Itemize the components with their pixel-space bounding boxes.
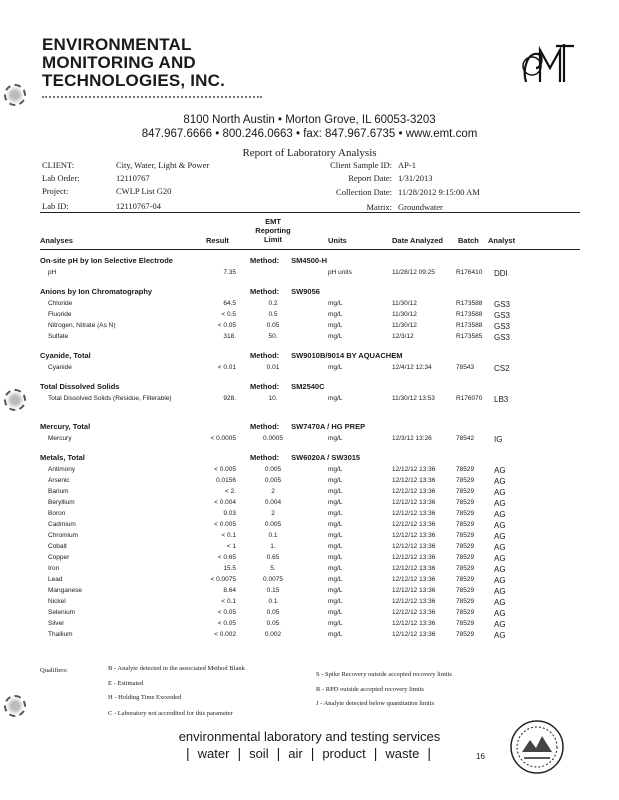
cell-date-analyzed: 12/12/12 13:36	[392, 488, 436, 495]
client-sample-label: Client Sample ID:	[330, 160, 392, 170]
cell-batch: 78529	[456, 477, 475, 484]
cell-batch: 78543	[456, 364, 475, 371]
method-label: Method:	[250, 256, 280, 265]
cell-analyst: AG	[494, 510, 506, 519]
cell-batch: 78542	[456, 435, 475, 442]
cell-units: mg/L	[328, 488, 343, 495]
method-label: Method:	[250, 351, 280, 360]
cell-analyst: CS2	[494, 364, 510, 373]
cell-batch: R173588	[456, 311, 483, 318]
section-method	[250, 351, 402, 360]
cell-result: 0.0156	[216, 477, 236, 484]
cell-batch: 78529	[456, 609, 475, 616]
company-name-line3: TECHNOLOGIES, INC.	[42, 71, 226, 90]
cell-result: 64.5	[223, 300, 236, 307]
cell-reporting-limit: 50.	[268, 333, 278, 340]
table-row	[0, 609, 619, 619]
cell-reporting-limit: 1.	[270, 543, 276, 550]
cell-result: < 0.005	[214, 466, 236, 473]
cell-date-analyzed: 12/3/12 13:26	[392, 435, 432, 442]
cell-analyst: AG	[494, 554, 506, 563]
cell-units: mg/L	[328, 587, 343, 594]
collection-date-value: 11/28/2012 9:15:00 AM	[398, 187, 480, 197]
cell-analyte: Fluoride	[48, 311, 72, 318]
section-method	[250, 287, 320, 296]
cell-date-analyzed: 11/30/12 13:53	[392, 395, 435, 402]
cell-batch: 78529	[456, 532, 475, 539]
cell-analyte: Manganese	[48, 587, 82, 594]
cell-analyte: Arsenic	[48, 477, 70, 484]
cell-batch: R176070	[456, 395, 483, 402]
cell-date-analyzed: 12/3/12	[392, 333, 414, 340]
cell-date-analyzed: 12/12/12 13:36	[392, 499, 436, 506]
cell-date-analyzed: 12/12/12 13:36	[392, 587, 436, 594]
report-date-label: Report Date:	[348, 173, 392, 183]
cell-result: < 0.05	[217, 609, 236, 616]
cell-batch: 78529	[456, 488, 475, 495]
cell-units: mg/L	[328, 510, 343, 517]
footer-separator: |	[186, 745, 190, 761]
cell-batch: 78529	[456, 576, 475, 583]
col-rl-line1: EMT	[265, 217, 281, 226]
cell-analyst: AG	[494, 543, 506, 552]
qualifiers-label: Qualifiers:	[40, 667, 68, 674]
cell-batch: 78529	[456, 554, 475, 561]
footer-word: water	[197, 746, 230, 761]
method-value: SM4500-H	[291, 256, 328, 265]
company-address: 8100 North Austin • Morton Grove, IL 60053-3203	[183, 114, 436, 126]
project-label: Project:	[42, 186, 69, 196]
cell-date-analyzed: 12/4/12 12:34	[392, 364, 432, 371]
cell-units: mg/L	[328, 532, 343, 539]
table-row	[0, 576, 619, 586]
cell-analyte: Sulfate	[48, 333, 69, 340]
client-label: CLIENT:	[42, 160, 75, 170]
cell-analyte: Selenium	[48, 609, 76, 616]
cell-analyte: Nitrogen, Nitrate (As N)	[48, 322, 116, 329]
cell-result: < 0.1	[221, 532, 236, 539]
cell-reporting-limit: 0.15	[266, 587, 280, 594]
cell-result: < 0.05	[217, 322, 236, 329]
table-row	[0, 587, 619, 597]
cell-result: 9.03	[223, 510, 236, 517]
company-name-line2: MONITORING AND	[42, 53, 196, 72]
cell-reporting-limit: 0.5	[268, 311, 278, 318]
cell-analyte: Iron	[48, 565, 60, 572]
table-row	[0, 510, 619, 520]
table-row	[0, 300, 619, 310]
cell-batch: R173588	[456, 322, 483, 329]
cell-batch: 78529	[456, 521, 475, 528]
cell-units: mg/L	[328, 499, 343, 506]
cell-batch: 78529	[456, 565, 475, 572]
cell-batch: 78529	[456, 543, 475, 550]
cell-analyte: Boron	[48, 510, 66, 517]
col-rl-line2: Reporting	[255, 226, 291, 235]
cell-analyte: Chromium	[48, 532, 78, 539]
cell-reporting-limit: 0.05	[266, 322, 280, 329]
method-label: Method:	[250, 453, 280, 462]
column-divider	[40, 249, 580, 250]
cell-analyte: Copper	[48, 554, 70, 561]
cell-result: < 0.1	[221, 598, 236, 605]
cell-result: < 0.002	[214, 631, 236, 638]
cell-date-analyzed: 12/12/12 13:36	[392, 532, 436, 539]
table-row	[0, 543, 619, 553]
cell-date-analyzed: 12/12/12 13:36	[392, 631, 436, 638]
cell-analyte: Silver	[48, 620, 65, 627]
cell-analyst: IG	[494, 435, 503, 444]
emt-logo-icon	[520, 38, 576, 88]
cell-result: 15.5	[223, 565, 236, 572]
cell-date-analyzed: 11/28/12 09:25	[392, 269, 435, 276]
cell-analyte: Lead	[48, 576, 63, 583]
cell-result: < 0.05	[217, 620, 236, 627]
cell-analyte: Thallium	[48, 631, 73, 638]
cell-units: mg/L	[328, 311, 343, 318]
cell-reporting-limit: 0.05	[266, 609, 280, 616]
collection-date-label: Collection Date:	[336, 187, 392, 197]
table-row	[0, 565, 619, 575]
table-row	[0, 488, 619, 498]
table-row	[0, 598, 619, 608]
cell-analyst: GS3	[494, 322, 511, 331]
cell-batch: R173585	[456, 333, 483, 340]
report-title: Report of Laboratory Analysis	[242, 147, 377, 159]
cell-analyst: AG	[494, 609, 506, 618]
cell-result: < 0.5	[221, 311, 236, 318]
footer-services	[178, 745, 439, 761]
cell-batch: R173588	[456, 300, 483, 307]
section-heading: Anions by Ion Chromatography	[40, 287, 153, 296]
cell-units: mg/L	[328, 631, 343, 638]
section-heading: Cyanide, Total	[40, 351, 91, 360]
section-method	[250, 422, 365, 431]
col-analyses: Analyses	[40, 236, 73, 245]
cell-reporting-limit: 0.005	[264, 477, 282, 484]
cell-date-analyzed: 12/12/12 13:36	[392, 510, 436, 517]
cell-result: 928.	[223, 395, 236, 402]
cell-units: mg/L	[328, 521, 343, 528]
method-value: SM2540C	[291, 382, 325, 391]
cell-date-analyzed: 12/12/12 13:36	[392, 543, 436, 550]
cell-analyte: Cobalt	[48, 543, 67, 550]
cell-reporting-limit: 0.1	[268, 598, 278, 605]
footer-separator: |	[373, 745, 378, 761]
table-row	[0, 521, 619, 531]
cell-result: 8.64	[223, 587, 236, 594]
cell-result: < 1	[226, 543, 236, 550]
cell-batch: 78529	[456, 598, 475, 605]
cell-units: mg/L	[328, 322, 343, 329]
qualifier-s: S - Spike Recovery outside accepted recovery limits	[316, 671, 452, 678]
cell-date-analyzed: 11/30/12	[392, 311, 417, 318]
cell-reporting-limit: 0.1	[268, 532, 278, 539]
section-method	[250, 453, 360, 462]
cell-result: < 2.	[224, 488, 236, 495]
company-contact: 847.967.6666 • 800.246.0663 • fax: 847.967.6735 • www.emt.com	[141, 128, 478, 140]
footer-separator: |	[276, 745, 281, 761]
table-row	[0, 364, 619, 374]
cell-result: < 0.005	[214, 521, 236, 528]
cell-analyst: DDI	[494, 269, 508, 278]
cell-analyte: pH	[48, 269, 57, 276]
cell-units: mg/L	[328, 620, 343, 627]
cell-result: < 0.0005	[210, 435, 236, 442]
company-name-line1: ENVIRONMENTAL	[42, 35, 192, 54]
cell-result: 7.35	[223, 269, 236, 276]
project-value: CWLP List G20	[116, 186, 172, 196]
cell-date-analyzed: 12/12/12 13:36	[392, 620, 436, 627]
cell-analyst: AG	[494, 565, 506, 574]
cell-analyst: AG	[494, 576, 506, 585]
cell-reporting-limit: 0.05	[266, 620, 280, 627]
col-analyst: Analyst	[488, 236, 516, 245]
cell-result: < 0.0075	[210, 576, 236, 583]
col-rl-line3: Limit	[264, 235, 282, 244]
footer-word: waste	[385, 746, 420, 761]
lab-order-value: 12110767	[116, 173, 150, 183]
section-heading: Metals, Total	[40, 453, 85, 462]
cell-batch: 78529	[456, 499, 475, 506]
cell-units: mg/L	[328, 576, 343, 583]
company-name	[42, 36, 225, 90]
cell-analyst: AG	[494, 631, 506, 640]
table-row	[0, 532, 619, 542]
cell-date-analyzed: 12/12/12 13:36	[392, 477, 436, 484]
cell-units: mg/L	[328, 435, 343, 442]
method-value: SW7470A / HG PREP	[291, 422, 366, 431]
cell-reporting-limit: 2	[271, 488, 275, 495]
section-heading: Mercury, Total	[40, 422, 91, 431]
matrix-label: Matrix:	[366, 202, 392, 212]
cell-analyte: Cadmium	[48, 521, 76, 528]
cell-units: pH units	[328, 269, 352, 276]
cell-analyst: AG	[494, 532, 506, 541]
cell-reporting-limit: 2	[271, 510, 275, 517]
table-row	[0, 322, 619, 332]
cell-reporting-limit: 0.002	[264, 631, 282, 638]
cell-result: < 0.65	[217, 554, 236, 561]
cell-batch: 78529	[456, 587, 475, 594]
cell-date-analyzed: 11/30/12	[392, 322, 417, 329]
cell-units: mg/L	[328, 554, 343, 561]
cell-analyst: AG	[494, 521, 506, 530]
cell-date-analyzed: 12/12/12 13:36	[392, 576, 436, 583]
method-value: SW9010B/9014 BY AQUACHEM	[291, 351, 403, 360]
method-label: Method:	[250, 287, 280, 296]
cell-analyst: AG	[494, 499, 506, 508]
cell-units: mg/L	[328, 300, 343, 307]
cell-reporting-limit: 0.0075	[263, 576, 283, 583]
cell-batch: R176410	[456, 269, 483, 276]
report-date-value: 1/31/2013	[398, 173, 433, 183]
cell-result: 318.	[223, 333, 236, 340]
table-row	[0, 269, 619, 279]
lab-order-label: Lab Order:	[42, 173, 80, 183]
footer-tagline: environmental laboratory and testing services	[178, 729, 441, 744]
table-row	[0, 477, 619, 487]
cell-date-analyzed: 11/30/12	[392, 300, 417, 307]
footer-word: product	[322, 746, 366, 761]
header-divider	[40, 212, 580, 213]
cell-units: mg/L	[328, 395, 343, 402]
cell-analyte: Beryllium	[48, 499, 75, 506]
cell-analyst: LB3	[494, 395, 509, 404]
table-row	[0, 333, 619, 343]
cell-units: mg/L	[328, 609, 343, 616]
cell-analyst: GS3	[494, 333, 511, 342]
qualifier-e: E - Estimated	[108, 680, 144, 687]
punch-hole-top	[4, 84, 26, 106]
qualifier-j: J - Analyte detected below quantitation limits	[316, 700, 435, 707]
qualifier-r: R - RPD outside accepted recovery limits	[316, 686, 424, 693]
footer-separator: |	[427, 745, 431, 761]
footer-separator: |	[237, 745, 242, 761]
footer-separator: |	[310, 745, 315, 761]
table-row	[0, 554, 619, 564]
cell-units: mg/L	[328, 543, 343, 550]
cell-analyst: AG	[494, 488, 506, 497]
cell-units: mg/L	[328, 477, 343, 484]
col-date-analyzed: Date Analyzed	[392, 236, 443, 245]
cell-batch: 78529	[456, 620, 475, 627]
col-result: Result	[206, 236, 229, 245]
cell-analyte: Total Dissolved Solids (Residue, Filterable)	[48, 395, 172, 402]
cell-result: < 0.01	[217, 364, 236, 371]
table-row	[0, 631, 619, 641]
cell-result: < 0.004	[214, 499, 236, 506]
cell-reporting-limit: 0.004	[264, 499, 282, 506]
cell-analyst: AG	[494, 466, 506, 475]
section-heading: Total Dissolved Solids	[40, 382, 120, 391]
page-number: 16	[476, 752, 485, 761]
cell-date-analyzed: 12/12/12 13:36	[392, 609, 436, 616]
cell-reporting-limit: 0.005	[264, 521, 282, 528]
matrix-value: Groundwater	[398, 202, 443, 212]
table-row	[0, 499, 619, 509]
qualifier-c: C - Laboratory not accredited for this parameter	[108, 710, 233, 717]
cell-date-analyzed: 12/12/12 13:36	[392, 554, 436, 561]
cell-reporting-limit: 0.005	[264, 466, 282, 473]
footer-word: air	[288, 746, 303, 761]
table-row	[0, 435, 619, 445]
cell-reporting-limit: 10.	[268, 395, 278, 402]
tagline-rule	[42, 96, 262, 98]
qualifier-h: H - Holding Time Exceeded	[108, 694, 182, 701]
cell-units: mg/L	[328, 598, 343, 605]
cell-date-analyzed: 12/12/12 13:36	[392, 521, 436, 528]
footer-word: soil	[249, 746, 269, 761]
cell-reporting-limit: 0.0005	[263, 435, 283, 442]
client-value: City, Water, Light & Power	[116, 160, 210, 170]
table-row	[0, 311, 619, 321]
client-sample-value: AP-1	[398, 160, 416, 170]
table-row	[0, 466, 619, 476]
cell-analyte: Antimony	[48, 466, 76, 473]
cell-analyst: AG	[494, 587, 506, 596]
lab-id-label: Lab ID:	[42, 201, 69, 211]
col-units: Units	[328, 236, 347, 245]
qualifier-b: B - Analyte detected in the associated Method Blank	[108, 665, 245, 672]
cell-reporting-limit: 5.	[270, 565, 276, 572]
cell-analyte: Cyanide	[48, 364, 72, 371]
cell-reporting-limit: 0.01	[266, 364, 280, 371]
cell-units: mg/L	[328, 333, 343, 340]
cell-batch: 78529	[456, 466, 475, 473]
method-value: SW6020A / SW3015	[291, 453, 361, 462]
cell-date-analyzed: 12/12/12 13:36	[392, 598, 436, 605]
cell-date-analyzed: 12/12/12 13:36	[392, 466, 436, 473]
cell-analyst: GS3	[494, 300, 511, 309]
cell-date-analyzed: 12/12/12 13:36	[392, 565, 436, 572]
cell-reporting-limit: 0.2	[268, 300, 278, 307]
method-label: Method:	[250, 382, 280, 391]
cell-analyte: Barium	[48, 488, 69, 495]
cell-analyst: AG	[494, 620, 506, 629]
method-value: SW9056	[291, 287, 320, 296]
col-reporting-limit	[248, 217, 298, 244]
cell-units: mg/L	[328, 364, 343, 371]
col-batch: Batch	[458, 236, 479, 245]
lab-id-value: 12110767-04	[116, 201, 162, 211]
cell-reporting-limit: 0.65	[266, 554, 280, 561]
section-heading: On-site pH by Ion Selective Electrode	[40, 256, 173, 265]
cell-batch: 78529	[456, 510, 475, 517]
cell-analyst: AG	[494, 477, 506, 486]
section-method	[250, 382, 325, 391]
section-method	[250, 256, 327, 265]
cell-units: mg/L	[328, 466, 343, 473]
punch-hole-bottom	[4, 695, 26, 717]
cell-batch: 78529	[456, 631, 475, 638]
cell-analyte: Mercury	[48, 435, 72, 442]
table-row	[0, 620, 619, 630]
cell-analyst: GS3	[494, 311, 511, 320]
cell-analyte: Chloride	[48, 300, 73, 307]
cell-analyst: AG	[494, 598, 506, 607]
method-label: Method:	[250, 422, 280, 431]
certification-seal-icon	[508, 718, 566, 776]
cell-units: mg/L	[328, 565, 343, 572]
cell-analyte: Nickel	[48, 598, 66, 605]
table-row	[0, 395, 619, 405]
